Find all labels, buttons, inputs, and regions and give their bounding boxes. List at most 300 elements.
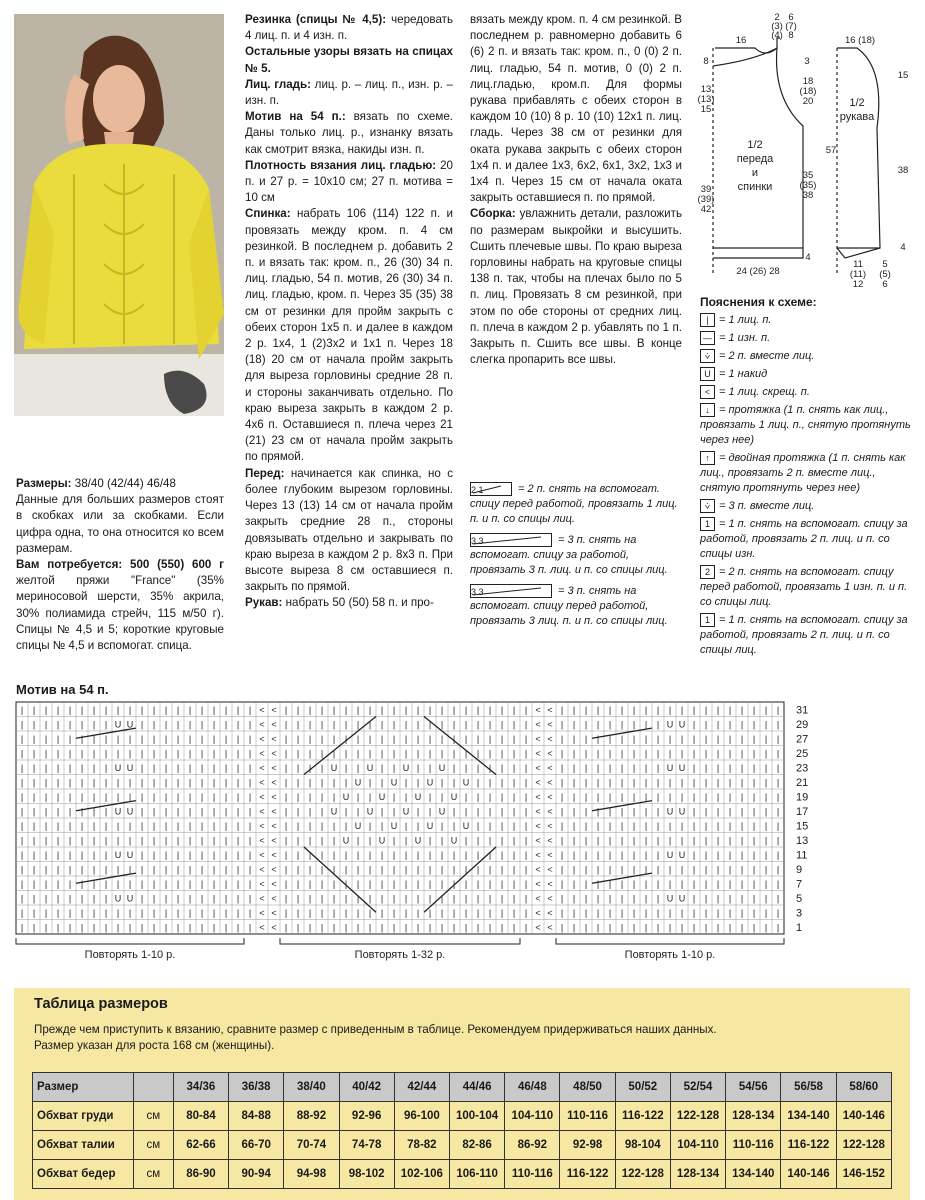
stitch-mark: |	[284, 792, 288, 802]
stitch-mark: |	[236, 835, 240, 846]
stitch-mark: |	[716, 777, 720, 788]
stitch-mark: |	[752, 719, 756, 730]
front-shoulder-line	[713, 48, 777, 66]
stitch-mark: <	[535, 821, 541, 831]
stitch-mark: |	[356, 806, 360, 817]
stitch-mark: |	[488, 806, 492, 817]
stitch-mark: |	[500, 719, 504, 730]
stitch-mark: <	[271, 864, 277, 875]
stitch-mark: U	[366, 806, 374, 817]
stitch-mark: |	[716, 850, 720, 860]
stitch-mark: |	[512, 806, 516, 817]
stitch-mark: |	[584, 806, 588, 817]
stitch-mark: U	[678, 806, 686, 817]
stitch-mark: |	[176, 893, 180, 904]
stitch-mark: |	[92, 777, 96, 788]
stitch-mark: |	[140, 864, 144, 875]
stitch-mark: |	[416, 763, 420, 773]
stitch-mark: |	[704, 908, 708, 918]
stitch-mark: |	[572, 821, 576, 831]
stitch-mark: |	[740, 719, 744, 730]
stitch-mark: |	[320, 806, 324, 817]
stitch-mark: |	[320, 734, 324, 744]
stitch-mark: |	[656, 705, 660, 715]
legend-item	[700, 517, 915, 562]
stitch-mark: |	[164, 792, 168, 802]
stitch-mark: |	[656, 879, 660, 889]
stitch-mark: |	[176, 705, 180, 715]
col2-paragraph-heading: Рукав:	[245, 596, 283, 610]
sizes-note: Данные для больших размеров стоят в скобках или за скобками. Если цифра одна, то она относится ко всем размерам.	[16, 493, 224, 555]
stitch-mark: |	[332, 864, 336, 875]
stitch-mark: |	[404, 719, 408, 730]
stitch-mark: |	[32, 748, 36, 759]
stitch-mark: |	[776, 705, 780, 715]
stitch-mark: |	[632, 893, 636, 904]
stitch-mark: |	[320, 821, 324, 831]
instructions-column-2	[245, 12, 453, 612]
legend-text: = 3 п. вместе лиц.	[719, 500, 815, 512]
stitch-mark: |	[212, 908, 216, 918]
stitch-mark: |	[224, 864, 228, 875]
stitch-mark: |	[416, 806, 420, 817]
stitch-mark: |	[620, 821, 624, 831]
stitch-mark: |	[344, 879, 348, 889]
stitch-mark: |	[716, 719, 720, 730]
stitch-mark: |	[212, 850, 216, 860]
stitch-mark: |	[80, 821, 84, 831]
stitch-mark: |	[404, 821, 408, 831]
stitch-mark: <	[547, 792, 553, 802]
stitch-mark: |	[476, 850, 480, 860]
stitch-mark: |	[608, 893, 612, 904]
stitch-mark: |	[440, 922, 444, 933]
stitch-mark: |	[44, 792, 48, 802]
stitch-mark: |	[320, 908, 324, 918]
stitch-mark: |	[656, 922, 660, 933]
stitch-mark: |	[404, 850, 408, 860]
stitch-mark: |	[728, 777, 732, 788]
stitch-mark: |	[500, 777, 504, 788]
stitch-mark: |	[692, 850, 696, 860]
legend-symbol-icon: 2	[700, 565, 715, 579]
stitch-mark: <	[259, 821, 265, 831]
stitch-mark: |	[488, 908, 492, 918]
stitch-mark: |	[476, 792, 480, 802]
stitch-mark: |	[500, 748, 504, 759]
stitch-mark: |	[308, 850, 312, 860]
stitch-mark: |	[704, 806, 708, 817]
col2-paragraph-heading: Плотность вязания лиц. гладью:	[245, 158, 437, 172]
stitch-mark: |	[128, 864, 132, 875]
stitch-mark: |	[140, 806, 144, 817]
stitch-mark: |	[692, 835, 696, 846]
stitch-mark: |	[332, 922, 336, 933]
stitch-mark: |	[116, 734, 120, 744]
stitch-mark: |	[716, 763, 720, 773]
col2-paragraph-text: 20 п. и 27 р. = 10х10 см; 27 п. мотива = 10 см	[245, 158, 453, 205]
stitch-mark: |	[368, 908, 372, 918]
stitch-mark: |	[116, 922, 120, 933]
stitch-mark: |	[560, 777, 564, 788]
stitch-mark: <	[535, 792, 541, 802]
stitch-mark: |	[608, 777, 612, 788]
size-table-cell: 104-110	[505, 1102, 560, 1131]
stitch-mark: |	[524, 763, 528, 773]
stitch-mark: |	[92, 879, 96, 889]
stitch-mark: |	[44, 922, 48, 933]
stitch-mark: |	[92, 922, 96, 933]
stitch-mark: |	[464, 748, 468, 759]
stitch-mark: |	[392, 763, 396, 773]
stitch-mark: |	[464, 763, 468, 773]
size-table	[32, 1072, 892, 1189]
stitch-mark: |	[224, 763, 228, 773]
stitch-mark: |	[644, 864, 648, 875]
stitch-mark: |	[572, 792, 576, 802]
legend-text: = 1 п. снять на вспомогат. спицу за работой, провязать 2 п. лиц. и п. со спицы лиц.	[700, 614, 908, 656]
stitch-mark: |	[56, 719, 60, 730]
stitch-mark: |	[152, 835, 156, 846]
stitch-mark: |	[104, 922, 108, 933]
stitch-mark: |	[344, 719, 348, 730]
stitch-mark: |	[344, 908, 348, 918]
stitch-mark: |	[752, 705, 756, 715]
front-label-4: спинки	[737, 181, 773, 193]
stitch-mark: U	[438, 806, 446, 817]
col3-paragraph-text: увлажнить детали, разложить по размерам выкройки и высушить. Сшить плечевые швы. По краю выреза горловины набрать на круговые спицы 138 п. так, чтобы на плечах было по 5 п. лиц. Провязать 8 см резинкой, при этом по обе стороны от средних лиц. п. плеча в каждом 2 р. убавлять по 1 п. Закрыть п. Сшить все швы. В конце слегка пропарить все швы.	[470, 207, 682, 367]
stitch-mark: U	[126, 850, 134, 860]
stitch-mark: <	[547, 734, 553, 744]
stitch-mark: |	[80, 864, 84, 875]
stitch-mark: |	[716, 835, 720, 846]
stitch-mark: |	[212, 821, 216, 831]
stitch-mark: |	[296, 792, 300, 802]
stitch-mark: |	[176, 835, 180, 846]
dim-left-39: 39	[700, 184, 712, 195]
stitch-mark: |	[212, 763, 216, 773]
stitch-mark: |	[500, 850, 504, 860]
size-table-cell: см	[133, 1102, 173, 1131]
dim-left-8: 8	[703, 56, 709, 67]
stitch-mark: |	[332, 777, 336, 788]
stitch-mark: |	[236, 792, 240, 802]
stitch-mark: |	[80, 922, 84, 933]
dim-sleeve-6: 6	[882, 279, 888, 290]
cable-notes	[470, 482, 685, 635]
stitch-mark: |	[356, 734, 360, 744]
stitch-mark: |	[764, 908, 768, 918]
stitch-mark: |	[764, 864, 768, 875]
stitch-mark: |	[392, 893, 396, 904]
stitch-mark: |	[596, 734, 600, 744]
stitch-mark: |	[392, 850, 396, 860]
stitch-mark: |	[380, 777, 384, 788]
stitch-mark: <	[535, 835, 541, 846]
stitch-mark: |	[452, 893, 456, 904]
cable-note-text: = 2 п. снять на вспомогат. спицу перед работой, провязать 1 лиц. п. и п. со спицы лиц.	[470, 483, 678, 525]
col2-paragraph-heading: Резинка (спицы № 4,5):	[245, 13, 387, 26]
stitch-mark: U	[342, 792, 350, 802]
stitch-mark: |	[452, 922, 456, 933]
stitch-mark: |	[620, 792, 624, 802]
stitch-mark: |	[656, 748, 660, 759]
stitch-mark: |	[488, 864, 492, 875]
stitch-mark: |	[296, 879, 300, 889]
stitch-mark: |	[524, 850, 528, 860]
stitch-mark: |	[776, 734, 780, 744]
size-table-cell: 116-122	[560, 1160, 615, 1189]
size-table-header-cell: 48/50	[560, 1073, 615, 1102]
stitch-mark: |	[236, 922, 240, 933]
stitch-mark: |	[248, 908, 252, 918]
stitch-mark: U	[390, 777, 398, 788]
stitch-mark: |	[284, 922, 288, 933]
stitch-mark: |	[332, 821, 336, 831]
stitch-mark: |	[176, 792, 180, 802]
stitch-mark: <	[271, 850, 277, 860]
stitch-mark: |	[68, 893, 72, 904]
stitch-mark: |	[212, 705, 216, 715]
stitch-mark: |	[368, 922, 372, 933]
stitch-mark: |	[404, 879, 408, 889]
stitch-mark: |	[20, 879, 24, 889]
stitch-chart	[14, 700, 820, 980]
stitch-mark: |	[596, 922, 600, 933]
stitch-mark: |	[644, 806, 648, 817]
stitch-mark: |	[176, 879, 180, 889]
stitch-mark: |	[740, 850, 744, 860]
stitch-mark: |	[428, 835, 432, 846]
stitch-mark: |	[560, 763, 564, 773]
stitch-mark: |	[188, 705, 192, 715]
stitch-mark: |	[476, 777, 480, 788]
stitch-mark: |	[20, 908, 24, 918]
instructions-column-3	[470, 12, 682, 368]
stitch-mark: U	[450, 792, 458, 802]
stitch-mark: |	[752, 908, 756, 918]
stitch-mark: |	[188, 922, 192, 933]
stitch-mark: |	[584, 792, 588, 802]
stitch-mark: |	[116, 879, 120, 889]
stitch-mark: |	[32, 893, 36, 904]
stitch-mark: |	[284, 893, 288, 904]
stitch-mark: |	[356, 748, 360, 759]
stitch-mark: |	[476, 748, 480, 759]
size-table-cell: 140-146	[836, 1102, 891, 1131]
stitch-mark: |	[188, 734, 192, 744]
stitch-mark: |	[464, 922, 468, 933]
stitch-mark: |	[620, 850, 624, 860]
stitch-mark: |	[116, 864, 120, 875]
front-label-1: 1/2	[747, 139, 763, 151]
stitch-mark: |	[596, 705, 600, 715]
stitch-mark: |	[308, 763, 312, 773]
stitch-mark: |	[752, 879, 756, 889]
stitch-mark: |	[44, 850, 48, 860]
cable-symbol-label: 3 3	[471, 587, 484, 598]
stitch-mark: |	[728, 734, 732, 744]
stitch-mark: |	[740, 748, 744, 759]
stitch-mark: |	[236, 705, 240, 715]
stitch-mark: |	[452, 908, 456, 918]
stitch-mark: |	[584, 763, 588, 773]
stitch-mark: |	[212, 734, 216, 744]
stitch-mark: |	[716, 922, 720, 933]
stitch-mark: |	[152, 763, 156, 773]
stitch-mark: |	[140, 821, 144, 831]
dim-top-8: 8	[788, 30, 794, 41]
stitch-mark: |	[464, 908, 468, 918]
stitch-mark: |	[44, 908, 48, 918]
stitch-mark: |	[572, 835, 576, 846]
stitch-mark: |	[632, 835, 636, 846]
stitch-mark: |	[668, 821, 672, 831]
stitch-mark: U	[462, 821, 470, 831]
stitch-mark: |	[524, 777, 528, 788]
stitch-mark: |	[488, 719, 492, 730]
stitch-mark: |	[20, 806, 24, 817]
stitch-mark: |	[620, 922, 624, 933]
stitch-mark: |	[752, 864, 756, 875]
stitch-mark: |	[116, 792, 120, 802]
stitch-mark: U	[378, 792, 386, 802]
stitch-mark: <	[547, 893, 553, 904]
size-table-cell: 78-82	[394, 1131, 449, 1160]
stitch-mark: |	[728, 908, 732, 918]
stitch-mark: |	[248, 734, 252, 744]
col3-paragraph-text: вязать между кром. п. 4 см резинкой. В последнем р. равномерно добавить 6 (6) 2 п. и вязать так: кром. п., 0 (0) 2 п. лиц. гладью, 54 п. мотив, 0 (0) 2 п. лиц.гладью, кром.п. Для формы рукава прибавлять с обеих сторон в каждом 10 (10) 8 р. 10 (10) 12х1 п. лиц. гладь. Через 38 см от резинки для оката рукава закрыть с обеих сторон 1х4 п. и далее 1х3, 6х2, 6х1, 3х2, 1х3 и 1х4 п. Через 15 см от начала оката закрыть оставшиеся п. по прямой.	[470, 13, 682, 205]
stitch-mark: |	[32, 879, 36, 889]
col3-paragraph	[470, 206, 682, 368]
stitch-mark: |	[740, 705, 744, 715]
stitch-mark: |	[164, 893, 168, 904]
stitch-mark: <	[547, 908, 553, 918]
cable-symbol-icon	[470, 533, 552, 547]
dim-right-35b: (35)	[799, 180, 817, 191]
size-table-cell: 110-116	[726, 1131, 781, 1160]
stitch-mark: |	[164, 835, 168, 846]
stitch-mark: |	[128, 821, 132, 831]
stitch-mark: |	[428, 719, 432, 730]
stitch-mark: |	[512, 835, 516, 846]
stitch-mark: |	[296, 864, 300, 875]
col2-paragraph-text: вязать по схеме. Даны только лиц. р., изнанку вязать как смотрит вязка, накиды изн. п.	[245, 110, 453, 156]
stitch-mark: |	[188, 806, 192, 817]
repeat-label: Повторять 1-10 р.	[84, 949, 176, 961]
stitch-mark: |	[188, 879, 192, 889]
stitch-mark: |	[224, 908, 228, 918]
stitch-mark: |	[392, 734, 396, 744]
dim-sleeve-38: 38	[897, 165, 909, 176]
col2-paragraph	[245, 77, 453, 109]
stitch-mark: |	[200, 777, 204, 788]
stitch-mark: |	[368, 719, 372, 730]
size-table-header-cell: 52/54	[670, 1073, 725, 1102]
stitch-mark: |	[236, 821, 240, 831]
stitch-mark: |	[368, 792, 372, 802]
stitch-mark: |	[500, 734, 504, 744]
stitch-mark: |	[764, 850, 768, 860]
size-table-cell: 102-106	[394, 1160, 449, 1189]
legend-text: = 2 п. снять на вспомогат. спицу перед работой, провязать 1 изн. п. и п. со спицы лиц.	[700, 566, 908, 608]
stitch-mark: |	[224, 850, 228, 860]
stitch-mark: |	[284, 734, 288, 744]
stitch-mark: <	[271, 879, 277, 889]
stitch-mark: |	[308, 893, 312, 904]
stitch-mark: |	[56, 792, 60, 802]
stitch-mark: |	[620, 705, 624, 715]
stitch-mark: |	[56, 806, 60, 817]
stitch-mark: |	[356, 705, 360, 715]
stitch-mark: |	[320, 763, 324, 773]
stitch-mark: |	[236, 850, 240, 860]
stitch-mark: |	[80, 705, 84, 715]
stitch-mark: |	[512, 705, 516, 715]
stitch-mark: <	[271, 705, 277, 715]
dim-sleeve-11b: (11)	[849, 269, 867, 280]
stitch-mark: |	[44, 777, 48, 788]
stitch-mark: |	[32, 777, 36, 788]
stitch-mark: |	[740, 835, 744, 846]
stitch-mark: |	[476, 806, 480, 817]
stitch-mark: U	[342, 835, 350, 846]
stitch-mark: |	[356, 908, 360, 918]
stitch-mark: |	[200, 864, 204, 875]
stitch-mark: |	[608, 864, 612, 875]
stitch-mark: |	[200, 734, 204, 744]
col2-paragraph-text: начинается как спинка, но с более глубоким вырезом горловины. Через 13 (13) 14 см от начала пройм закрыть средние 28 п., стороны довязывать отдельно и закрывать по краю выреза в каждом 2 р. 8х3 п. При высоте выреза 8 см оставшиеся п. закрыть по прямой.	[245, 466, 453, 594]
stitch-mark: |	[224, 922, 228, 933]
stitch-mark: |	[716, 705, 720, 715]
stitch-mark: |	[476, 734, 480, 744]
stitch-mark: |	[176, 850, 180, 860]
stitch-mark: |	[188, 748, 192, 759]
stitch-mark: |	[284, 806, 288, 817]
stitch-mark: |	[524, 806, 528, 817]
stitch-mark: |	[224, 719, 228, 730]
stitch-mark: U	[462, 777, 470, 788]
stitch-mark: |	[44, 806, 48, 817]
cable-note	[470, 533, 685, 578]
stitch-mark: |	[284, 763, 288, 773]
col2-paragraph-heading: Лиц. гладь:	[245, 77, 311, 91]
legend-text: = 1 п. снять на вспомогат. спицу за работой, провязать 2 п. лиц. и п. со спицы изн.	[700, 518, 908, 560]
cable-symbol-icon	[470, 584, 552, 598]
stitch-mark: |	[476, 879, 480, 889]
stitch-mark: |	[656, 792, 660, 802]
size-table-row	[33, 1102, 892, 1131]
stitch-mark: |	[464, 835, 468, 846]
stitch-mark: |	[488, 835, 492, 846]
cable-note-text: = 3 п. снять на вспомогат. спицу за работой, провязать 3 п. лиц. и п. со спицы лиц.	[470, 534, 668, 576]
stitch-mark: |	[728, 763, 732, 773]
stitch-mark: |	[236, 719, 240, 730]
stitch-mark: |	[620, 879, 624, 889]
stitch-mark: U	[666, 806, 674, 817]
stitch-mark: |	[152, 777, 156, 788]
stitch-mark: |	[296, 719, 300, 730]
stitch-mark: U	[330, 806, 338, 817]
size-table-cell: 110-116	[505, 1160, 560, 1189]
stitch-mark: <	[535, 705, 541, 715]
stitch-mark: |	[584, 879, 588, 889]
stitch-mark: |	[80, 734, 84, 744]
stitch-mark: |	[320, 864, 324, 875]
stitch-mark: |	[716, 879, 720, 889]
dim-top-7: (7)	[785, 21, 797, 32]
stitch-mark: |	[608, 734, 612, 744]
